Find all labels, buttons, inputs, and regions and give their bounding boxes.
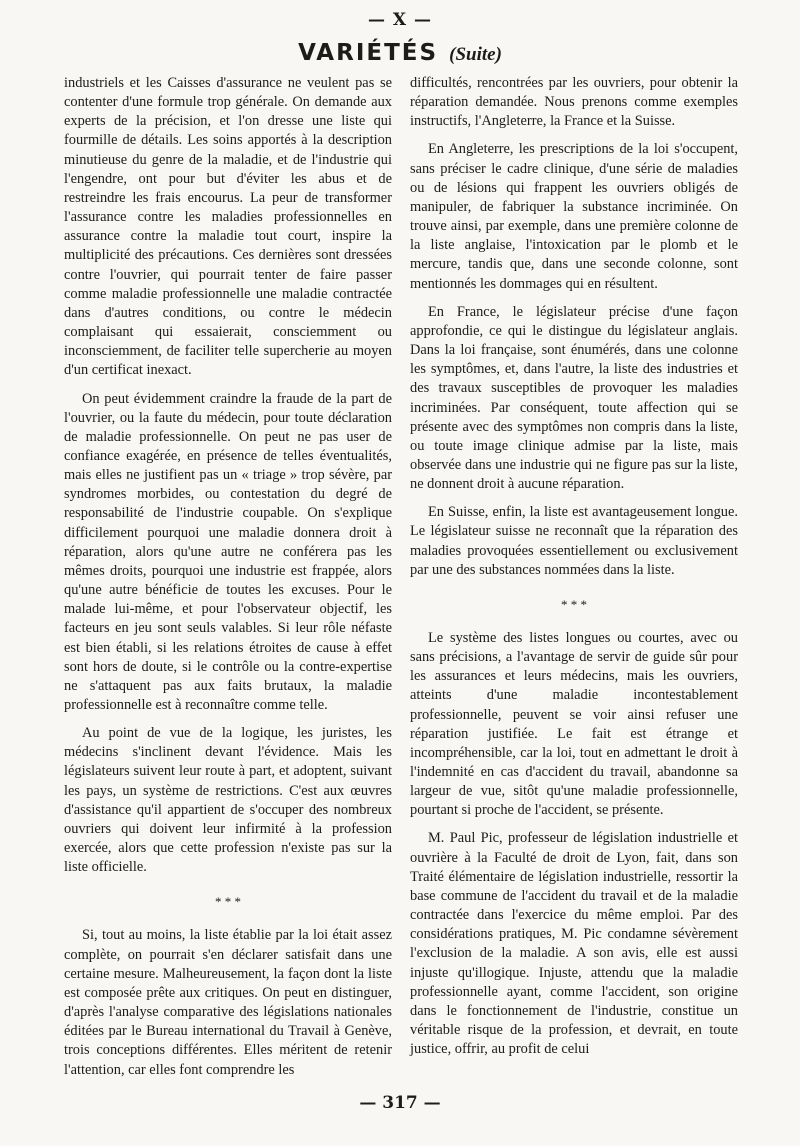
paragraph: industriels et les Caisses d'assurance ne veulent pas se contenter d'une formule trop générale. On demande aux experts de la précision, et l'on dresse une liste qui fourmille de détails. Les soins apportés à la description minutieuse du genre de la maladie, et de l'industrie qui l'engendre, ont pour but d'éviter les abus et de restreindre les frais encourus. La peur de transformer l'assurance contre les maladies professionnelles en assurance contre la maladie tout court, inspire la multiplicité des précautions. Ces dernières sont dressées contre l'ouvrier, qui pourrait tenter de faire passer comme maladie professionnelle une maladie contractée dans d'autres conditions, ou contre le médecin complaisant qui essaierait, consciemment ou inconsciemment, de faciliter telle supercherie au moyen d'un certificat inexact. — [64, 75, 392, 379]
paragraph: Le système des listes longues ou courtes, avec ou sans précisions, a l'avantage de servir de guide sûr pour les assurances et leurs médecins, mais les ouvriers, atteints d'une maladie incontestablement professionnelle, peuvent se voir ainsi refuser une réparation justifiée. Le fait est étrange et incompréhensible, car la loi, tout en admettant le droit à l'indemnité en cas d'accident du travail, abandonne sa largeur de vue, sitôt qu'une maladie professionnelle, pourtant si proche de l'accident, se présente. — [410, 629, 738, 819]
paragraph: En Suisse, enfin, la liste est avantageusement longue. Le législateur suisse ne reconnaît que la réparation des maladies provoquées essentiellement ou exclusivement par une des substances nommées dans la liste. — [410, 504, 738, 578]
paragraph: Si, tout au moins, la liste établie par la loi était assez complète, on pourrait s'en déclarer satisfait dans une certaine mesure. Malheureusement, la façon dont la liste est composée prête aux critiques. On peut en distinguer, d'après l'analyse comparative des législations nationales éditées par le Bureau international du Travail à Genève, trois conceptions différentes. Elles méritent de retenir l'attention, car elles font comprendre les — [64, 927, 392, 1078]
page-number: — 317 — — [359, 1093, 441, 1113]
paragraph: En Angleterre, les prescriptions de la loi s'occupent, sans préciser le cadre clinique, d'une série de maladies ou de lésions qui frappent les ouvriers obligés de manipuler, de fabriquer la substance incriminée. On trouve ainsi, par exemple, dans une première colonne de la liste anglaise, l'intoxication par le plomb et le mercure, tandis que, dans une seconde colonne, sont mentionnés les dommages qui en résultent. — [410, 141, 738, 292]
section-title-text: VARIÉTÉS — [298, 40, 439, 66]
section-subtitle: (Suite) — [449, 44, 502, 65]
section-title — [0, 38, 800, 70]
running-header-mark: — X — — [367, 10, 433, 30]
paragraph: difficultés, rencontrées par les ouvriers, pour obtenir la réparation demandée. Nous prenons comme exemples instructifs, l'Angleterre, la France et la Suisse. — [410, 75, 738, 130]
section-separator: * * * — [215, 894, 241, 910]
paragraph: On peut évidemment craindre la fraude de la part de l'ouvrier, ou la faute du médecin, pour toute déclaration de maladie professionnelle. On peut ne pas user de confiance exagérée, en présence de telles éventualités, mais elles ne justifient pas un « triage » trop sévère, par syndromes morbides, ou contestation du degré de responsabilité de l'industrie coupable. On s'explique difficilement pourquoi une maladie donnera droit à réparation, alors qu'une autre ne conférera pas les mêmes droits, pourquoi une industrie est frappée, alors qu'une autre bénéficie de toutes les excuses. Pour le malade lui-même, et pour l'observateur objectif, les facteurs en jeu sont seuls valables. Si leur rôle néfaste est bien établi, si les relations étroites de cause à effet sont hors de doute, si le contrôle ou la contre-expertise ne s'attaquent pas aux faits brutaux, la maladie professionnelle est à reconnaître comme telle. — [64, 390, 392, 713]
paragraph: M. Paul Pic, professeur de législation industrielle et ouvrière à la Faculté de droit de Lyon, fait, dans son Traité élémentaire de législation industrielle, ressortir la base commune de l'accident du travail et de la maladie contractée dans l'exercice du même emploi. Par des considérations pratiques, M. Pic condamne sévèrement l'exclusion de la maladie. A son avis, elle est aussi injuste qu'illogique. Injuste, attendu que la maladie professionnelle ayant, comme l'accident, son origine dans le fonctionnement de l'industrie, constitue un véritable risque de la profession, et devrait, en toute justice, offrir, au profit de celui — [410, 830, 738, 1058]
section-separator: * * * — [561, 596, 587, 612]
paragraph: En France, le législateur précise d'une façon approfondie, ce qui le distingue du législateur anglais. Dans la loi française, sont énumérés, dans une colonne les symptômes, et, dans l'autre, la liste des industries et des travaux susceptibles de provoquer les maladies incriminées. Par conséquent, toute affection qui se présente avec des symptômes non compris dans la liste, ou toute image clinique admise par la liste, mais observée dans une industrie qui ne figure pas sur la liste, ne donnent droit à aucune réparation. — [410, 303, 738, 493]
right-column — [410, 74, 738, 1068]
left-column — [64, 74, 392, 1089]
paragraph: Au point de vue de la logique, les juristes, les médecins s'inclinent devant l'évidence. Mais les législateurs suivent leur route à part, et adoptent, suivant les pays, un système de restrictions. C'est aux œuvres d'assistance qu'il appartient de s'occuper des nombreux ouvriers qui doivent leur infirmité à la profession exercée, alors que cette profession n'existe pas sur la liste officielle. — [64, 725, 392, 876]
